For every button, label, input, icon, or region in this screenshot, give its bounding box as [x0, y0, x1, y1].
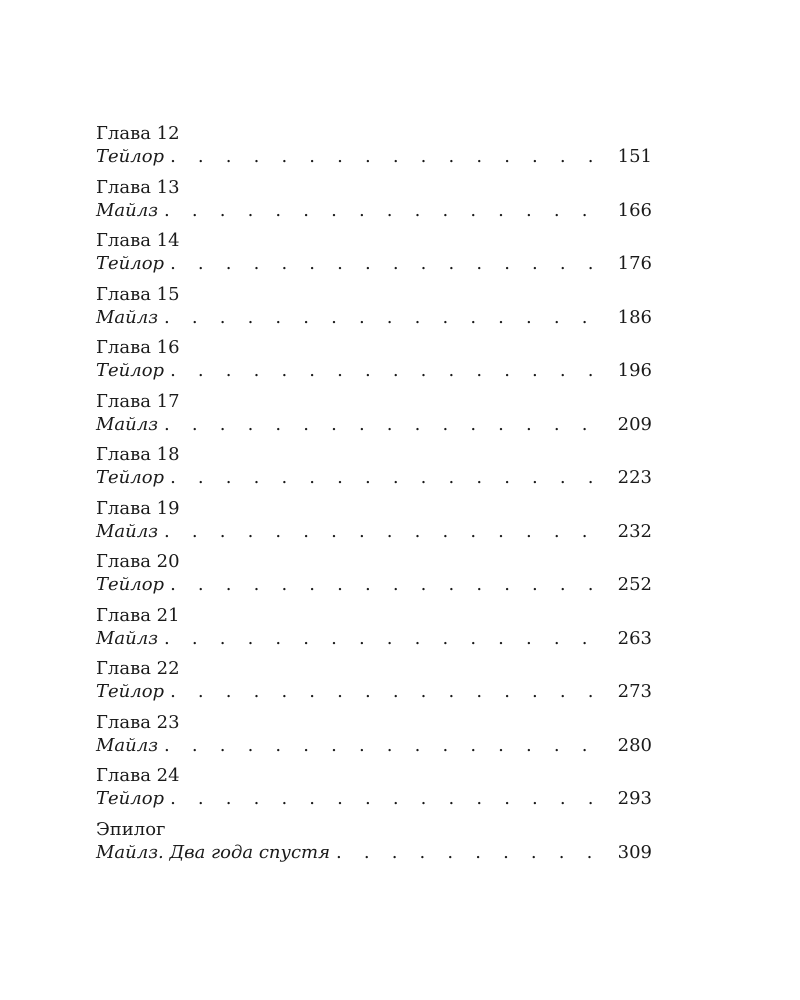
toc-entry — [96, 551, 652, 605]
page-number: 232 — [617, 520, 652, 542]
chapter-title: Тейлор — [96, 788, 165, 809]
toc-entry — [96, 123, 652, 177]
chapter-heading: Глава 13 — [96, 176, 180, 198]
page-number: 209 — [617, 413, 652, 435]
chapter-title: Майлз — [96, 627, 159, 649]
chapter-heading: Глава 18 — [96, 444, 180, 465]
page-number: 166 — [617, 199, 652, 221]
toc-line — [96, 253, 652, 275]
toc-line — [96, 681, 652, 703]
dot-leader — [164, 200, 610, 222]
chapter-title: Тейлор — [96, 574, 165, 595]
dot-leader — [170, 360, 610, 382]
toc-entry — [96, 284, 652, 338]
chapter-title: Тейлор — [96, 467, 165, 488]
toc-entry — [96, 658, 652, 712]
chapter-title: Тейлор — [96, 253, 165, 274]
dot-leader — [336, 842, 610, 864]
toc-line — [96, 574, 652, 596]
toc-entry — [96, 230, 652, 284]
toc-entry — [96, 765, 652, 819]
dot-leader — [170, 681, 610, 703]
chapter-title: Тейлор — [96, 146, 165, 167]
toc-entry — [96, 498, 652, 552]
toc-line — [96, 200, 652, 222]
chapter-heading: Глава 24 — [96, 765, 180, 786]
page-number: 252 — [617, 574, 652, 595]
page-number: 196 — [617, 360, 652, 381]
chapter-title: Тейлор — [96, 360, 165, 381]
page-number: 223 — [617, 467, 652, 488]
chapter-title: Майлз — [96, 520, 159, 542]
page-number: 186 — [617, 306, 652, 328]
dot-leader — [164, 521, 610, 543]
dot-leader — [164, 414, 610, 436]
toc-entry — [96, 391, 652, 445]
page-number: 280 — [617, 734, 652, 756]
dot-leader — [170, 467, 610, 489]
chapter-title: Майлз. Два года спустя — [96, 841, 331, 863]
dot-leader — [164, 735, 610, 757]
toc-line — [96, 628, 652, 650]
chapter-title: Майлз — [96, 734, 159, 756]
chapter-title: Майлз — [96, 199, 159, 221]
dot-leader — [170, 574, 610, 596]
dot-leader — [170, 253, 610, 275]
chapter-heading: Глава 17 — [96, 390, 180, 412]
chapter-heading: Эпилог — [96, 818, 166, 840]
chapter-heading: Глава 16 — [96, 337, 180, 358]
page-number: 176 — [617, 253, 652, 274]
chapter-title: Тейлор — [96, 681, 165, 702]
toc-line — [96, 414, 652, 436]
dot-leader — [164, 628, 610, 650]
chapter-heading: Глава 15 — [96, 283, 180, 305]
chapter-heading: Глава 12 — [96, 123, 180, 144]
chapter-heading: Глава 19 — [96, 497, 180, 519]
toc-entry — [96, 819, 652, 873]
toc-entry — [96, 712, 652, 766]
toc-line — [96, 735, 652, 757]
page-number: 263 — [617, 627, 652, 649]
chapter-title: Майлз — [96, 306, 159, 328]
chapter-heading: Глава 20 — [96, 551, 180, 572]
dot-leader — [170, 146, 610, 168]
page-number: 273 — [617, 681, 652, 702]
toc-line — [96, 146, 652, 168]
toc-entry — [96, 337, 652, 391]
toc-line — [96, 788, 652, 810]
dot-leader — [164, 307, 610, 329]
page-number: 309 — [617, 841, 652, 863]
toc-line — [96, 842, 652, 864]
chapter-heading: Глава 21 — [96, 604, 180, 626]
dot-leader — [170, 788, 610, 810]
page-number: 151 — [617, 146, 652, 167]
toc-line — [96, 467, 652, 489]
chapter-heading: Глава 22 — [96, 658, 180, 679]
chapter-heading: Глава 14 — [96, 230, 180, 251]
toc-entry — [96, 605, 652, 659]
toc-line — [96, 521, 652, 543]
toc-line — [96, 307, 652, 329]
toc-entry — [96, 177, 652, 231]
page-number: 293 — [617, 788, 652, 809]
toc-entry — [96, 444, 652, 498]
table-of-contents — [96, 123, 652, 872]
chapter-title: Майлз — [96, 413, 159, 435]
chapter-heading: Глава 23 — [96, 711, 180, 733]
toc-line — [96, 360, 652, 382]
